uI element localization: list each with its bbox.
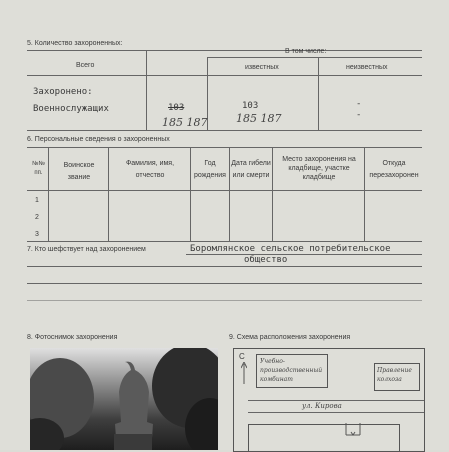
street-line-top [248, 400, 424, 401]
board-label: Правление колхоза [377, 367, 412, 383]
section7-label: 7. Кто шефствует над захоронением [27, 246, 146, 253]
patron-line-2: общество [244, 255, 288, 265]
known-handwritten: 185 187 [236, 112, 282, 125]
gate-icon [338, 423, 368, 441]
table6-divider-3 [190, 147, 191, 241]
cemetery-outline [248, 424, 400, 452]
col-including-header: В том числе: [285, 48, 327, 55]
row-label-buried: Захоронено: [33, 87, 93, 97]
table6-top-line [27, 147, 422, 148]
table6-divider-6 [364, 147, 365, 241]
total-handwritten: 185 187 [162, 116, 208, 129]
unknown-value-2: - [356, 110, 362, 120]
table-row: 3 [35, 231, 39, 238]
col-unknown-header: неизвестных [346, 64, 388, 71]
patron-underline-3 [27, 283, 422, 284]
col-known-header: известных [245, 64, 279, 71]
col-total-header: Всего [76, 62, 95, 69]
th-birth-year: Год рождения [194, 160, 226, 179]
table-row: 1 [35, 197, 39, 204]
total-typed: 103 [168, 103, 185, 113]
plant-label: Учебно-производственный комбинат [260, 358, 323, 383]
table6-divider-4 [229, 147, 230, 241]
patron-line-1: Боромлянское сельское потребительское [190, 244, 391, 254]
table5-header-bottom [27, 75, 422, 76]
section5-title: 5. Количество захороненных: [27, 40, 123, 47]
unknown-value: - [356, 99, 362, 109]
section6-title: 6. Персональные сведения о захороненных [27, 136, 170, 143]
location-scheme [233, 348, 425, 452]
table5-bottom-line [27, 130, 422, 131]
section9-title: 9. Схема расположения захоронения [229, 334, 351, 341]
table6-divider-5 [272, 147, 273, 241]
table5-divider-1 [146, 50, 147, 130]
table-row: 2 [35, 214, 39, 221]
north-label: С [239, 352, 245, 361]
table6-bottom-line [27, 241, 422, 242]
plant-building [256, 354, 328, 388]
board-building [374, 363, 420, 391]
th-number: №№ пп. [32, 161, 45, 176]
table5-divider-3 [318, 57, 319, 130]
north-arrow-icon [241, 362, 247, 384]
th-rank: Воинское звание [63, 162, 95, 181]
table5-mid-line [207, 57, 422, 58]
table6-divider-2 [108, 147, 109, 241]
th-reburied-from: Откуда перезахоронен [369, 160, 419, 179]
row-label-servicemen: Военнослужащих [33, 104, 109, 114]
burial-photo [30, 348, 218, 450]
th-name: Фамилия, имя, отчество [125, 160, 175, 179]
table6-divider-1 [48, 147, 49, 241]
patron-underline-2 [27, 266, 422, 267]
monument-image [30, 348, 218, 450]
table6-header-bottom [27, 190, 422, 191]
section8-title: 8. Фотоснимок захоронения [27, 334, 118, 341]
street-line-bottom [248, 412, 424, 413]
street-label: ул. Кирова [302, 402, 342, 410]
patron-underline-4 [27, 300, 422, 301]
th-burial-place: Место захоронения на кладбище, участке кладбище [282, 156, 356, 181]
patron-underline-1 [186, 254, 422, 255]
known-typed: 103 [242, 101, 259, 111]
th-death-date: Дата гибели или смерти [231, 160, 271, 179]
table5-top-line [27, 50, 422, 51]
